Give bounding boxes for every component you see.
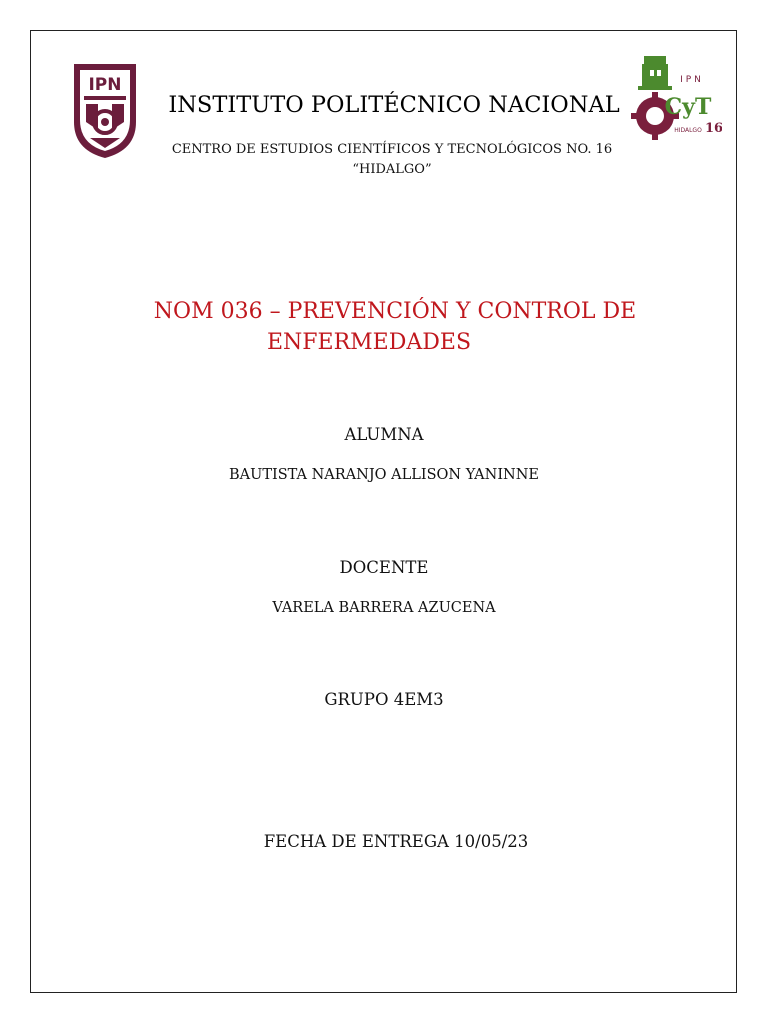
svg-text:IPN: IPN — [680, 75, 704, 85]
school-name-line1: CENTRO DE ESTUDIOS CIENTÍFICOS Y TECNOLÓGICOS NO. 16 — [171, 142, 613, 157]
document-title — [120, 296, 670, 358]
document-title-line1: NOM 036 – PREVENCIÓN Y CONTROL DE — [153, 299, 637, 324]
student-name: BAUTISTA NARANJO ALLISON YANINNE — [228, 467, 540, 483]
student-label: ALUMNA — [344, 425, 424, 444]
delivery-date: FECHA DE ENTREGA 10/05/23 — [263, 832, 529, 851]
group-label: GRUPO 4EM3 — [324, 690, 444, 709]
ipn-logo — [68, 60, 142, 160]
document-title-line2: ENFERMEDADES — [266, 330, 472, 355]
teacher-name: VARELA BARRERA AZUCENA — [272, 600, 496, 616]
school-name — [150, 140, 634, 180]
svg-text:CyT: CyT — [664, 94, 712, 120]
cecyt-16-logo — [630, 52, 722, 144]
institution-name: INSTITUTO POLITÉCNICO NACIONAL — [168, 92, 620, 118]
svg-text:IPN: IPN — [88, 75, 122, 95]
school-name-line2: “HIDALGO” — [352, 162, 432, 177]
svg-text:16: 16 — [704, 121, 722, 136]
svg-text:HIDALGO: HIDALGO — [674, 127, 702, 134]
teacher-label: DOCENTE — [339, 558, 429, 577]
